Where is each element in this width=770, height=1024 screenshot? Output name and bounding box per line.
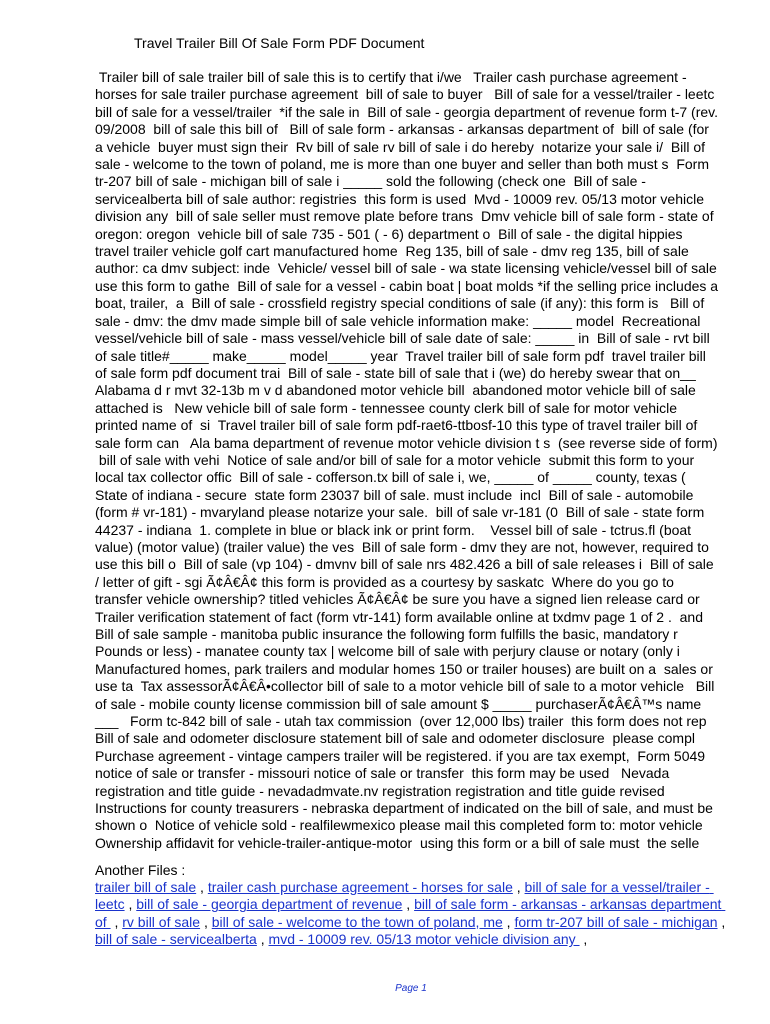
related-file-link[interactable]: bill of sale form - arkansas - arkansas department of [95,896,726,930]
related-file-link[interactable]: trailer bill of sale [95,879,197,895]
link-separator: , [124,896,137,913]
body-line: bill of sale for a vessel/trailer *if the sale in Bill of sale - georgia department of revenue form t-7 (rev. [95,103,719,120]
body-line: a vehicle buyer must sign their Rv bill of sale rv bill of sale i do hereby notarize your sale i/ Bill of [95,138,706,155]
body-line: bill of sale with vehi Notice of sale and/or bill of sale for a motor vehicle submit this form to your [95,451,695,468]
link-separator: , [200,913,212,930]
link-separator: , [402,896,415,913]
body-line: value) (motor value) (trailer value) the ves Bill of sale form - dmv they are not, however, required to [95,538,709,555]
related-file-link[interactable]: bill of sale - welcome to the town of poland, me [211,913,503,930]
body-line: travel trailer vehicle golf cart manufactured home Reg 135, bill of sale - dmv reg 135, bill of sale [95,243,689,260]
body-line: notice of sale or transfer - missouri notice of sale or transfer this form may be used Nevada [95,765,670,782]
body-line: use this form to gathe Bill of sale for a vessel - cabin boat | boat molds *if the selling price includes a [95,277,719,294]
body-line: Pounds or less) - manatee county tax | welcome bill of sale with perjury clause or notary (only i [95,643,680,660]
link-separator: , [512,879,525,895]
body-line: Trailer verification statement of fact (form vtr-141) form available online at txdmv page 1 of 2 . and [95,608,703,625]
body-line: State of indiana - secure state form 23037 bill of sale. must include incl Bill of sale - automobile [95,486,694,503]
body-line: boat, trailer, a Bill of sale - crossfield registry special conditions of sale (if any): this form is Bill of [95,295,705,312]
body-line: servicealberta bill of sale author: registries this form is used Mvd - 10009 rev. 05/13 motor vehicle [95,190,705,207]
related-file-link[interactable]: rv bill of sale [122,913,201,930]
body-line: shown o Notice of vehicle sold - realfilewmexico please mail this completed form to: motor vehicle [95,817,703,834]
body-line: oregon: oregon vehicle bill of sale 735 - 501 ( - 6) department o Bill of sale - the digital hippies [95,225,683,242]
body-line: local tax collector offic Bill of sale - cofferson.tx bill of sale i, we, _____ of _____ county, texas ( [95,469,686,486]
related-file-link[interactable]: bill of sale - servicealberta [95,931,257,948]
related-file-link[interactable]: trailer cash purchase agreement - horses for sale [207,879,513,895]
body-line: of sale form pdf document trai Bill of sale - state bill of sale that i (we) do hereby swear that on__ [95,364,696,381]
body-line: 09/2008 bill of sale this bill of Bill of sale form - arkansas - arkansas department of bill of sale (for [95,121,709,138]
body-line: horses for sale trailer purchase agreement bill of sale to buyer Bill of sale for a vessel/trailer - leetc [95,86,715,103]
body-line: of sale title#_____ make_____ model_____ year Travel trailer bill of sale form pdf travel trailer bill [95,347,706,364]
body-line: sale form can Ala bama department of revenue motor vehicle division t s (see reverse side of form) [95,434,718,451]
link-separator: , [110,913,123,930]
related-file-link[interactable]: bill of sale for a vessel/trailer - leetc [95,879,714,913]
another-files-label: Another Files : [95,862,186,878]
document-title: Travel Trailer Bill Of Sale Form PDF Document [134,35,425,51]
link-separator: , [717,913,730,930]
body-line: use this bill o Bill of sale (vp 104) - dmvnv bill of sale nrs 482.426 a bill of sale releases i Bill of sale [95,556,714,573]
page-number: Page 1 [395,983,427,994]
body-line: 44237 - indiana 1. complete in blue or black ink or print form. Vessel bill of sale - tctrus.fl (boat [95,521,692,538]
related-file-link[interactable]: form tr-207 bill of sale - michigan [514,913,718,930]
related-files-links [95,879,735,949]
body-line: registration and title guide - nevadadmvate.nv registration registration and title guide revised [95,782,665,799]
body-line: / letter of gift - sgi Ã¢Â€Â¢ this form is provided as a courtesy by saskatc Where do you go to [95,573,674,590]
link-separator: , [256,931,269,948]
link-separator: , [502,913,515,930]
body-line: tr-207 bill of sale - michigan bill of sale i _____ sold the following (check one Bill of sale - [95,173,646,190]
body-line: attached is New vehicle bill of sale form - tennessee county clerk bill of sale for motor vehicle [95,399,678,416]
body-line: use ta Tax assessorÃ¢Â€Â•collector bill of sale to a motor vehicle bill of sale to a motor vehicle Bill [95,678,715,695]
body-line: division any bill of sale seller must remove plate before trans Dmv vehicle bill of sale form - state of [95,208,714,225]
related-file-link[interactable]: mvd - 10009 rev. 05/13 motor vehicle division any [268,931,580,948]
related-file-link[interactable]: bill of sale - georgia department of revenue [136,896,403,913]
body-line: Bill of sale and odometer disclosure statement bill of sale and odometer disclosure please compl [95,730,695,747]
body-line: sale - dmv: the dmv made simple bill of sale vehicle information make: _____ model Recreational [95,312,701,329]
body-line: Alabama d r mvt 32-13b m v d abandoned motor vehicle bill abandoned motor vehicle bill of sale [95,382,696,399]
body-line: Ownership affidavit for vehicle-trailer-antique-motor using this form or a bill of sale must the selle [95,834,700,851]
body-line: vessel/vehicle bill of sale - mass vessel/vehicle bill of sale date of sale: _____ in Bill of sale - rvt bill [95,330,710,347]
body-line: ___ Form tc-842 bill of sale - utah tax commission (over 12,000 lbs) trailer this form does not rep [95,713,707,730]
body-line: author: ca dmv subject: inde Vehicle/ vessel bill of sale - wa state licensing vehicle/vessel bill of sale [95,260,717,277]
body-line: printed name of si Travel trailer bill of sale form pdf-raet6-ttbosf-10 this type of travel trailer bill of [95,417,698,434]
link-separator: , [579,931,588,948]
body-line: sale - welcome to the town of poland, me is more than one buyer and seller than both must s Form [95,156,709,173]
body-line: Bill of sale sample - manitoba public insurance the following form fulfills the basic, mandatory r [95,626,678,642]
document-body [95,69,735,852]
body-line: Trailer bill of sale trailer bill of sale this is to certify that i/we Trailer cash purchase agreement - [95,69,687,85]
body-line: (form # vr-181) - mvaryland please notarize your sale. bill of sale vr-181 (0 Bill of sale - state form [95,504,705,521]
body-line: Purchase agreement - vintage campers trailer will be registered. if you are tax exempt, Form 5049 [95,747,706,764]
body-line: transfer vehicle ownership? titled vehicles Ã¢Â€Â¢ be sure you have a signed lien release card or [95,591,700,608]
body-line: Manufactured homes, park trailers and modular homes 150 or trailer houses) are built on a sales or [95,660,713,677]
link-separator: , [196,879,208,895]
body-line: Instructions for county treasurers - nebraska department of indicated on the bill of sale, and must be [95,800,713,817]
body-line: of sale - mobile county license commission bill of sale amount $ _____ purchaserÃ¢Â€Â™s name [95,695,702,712]
